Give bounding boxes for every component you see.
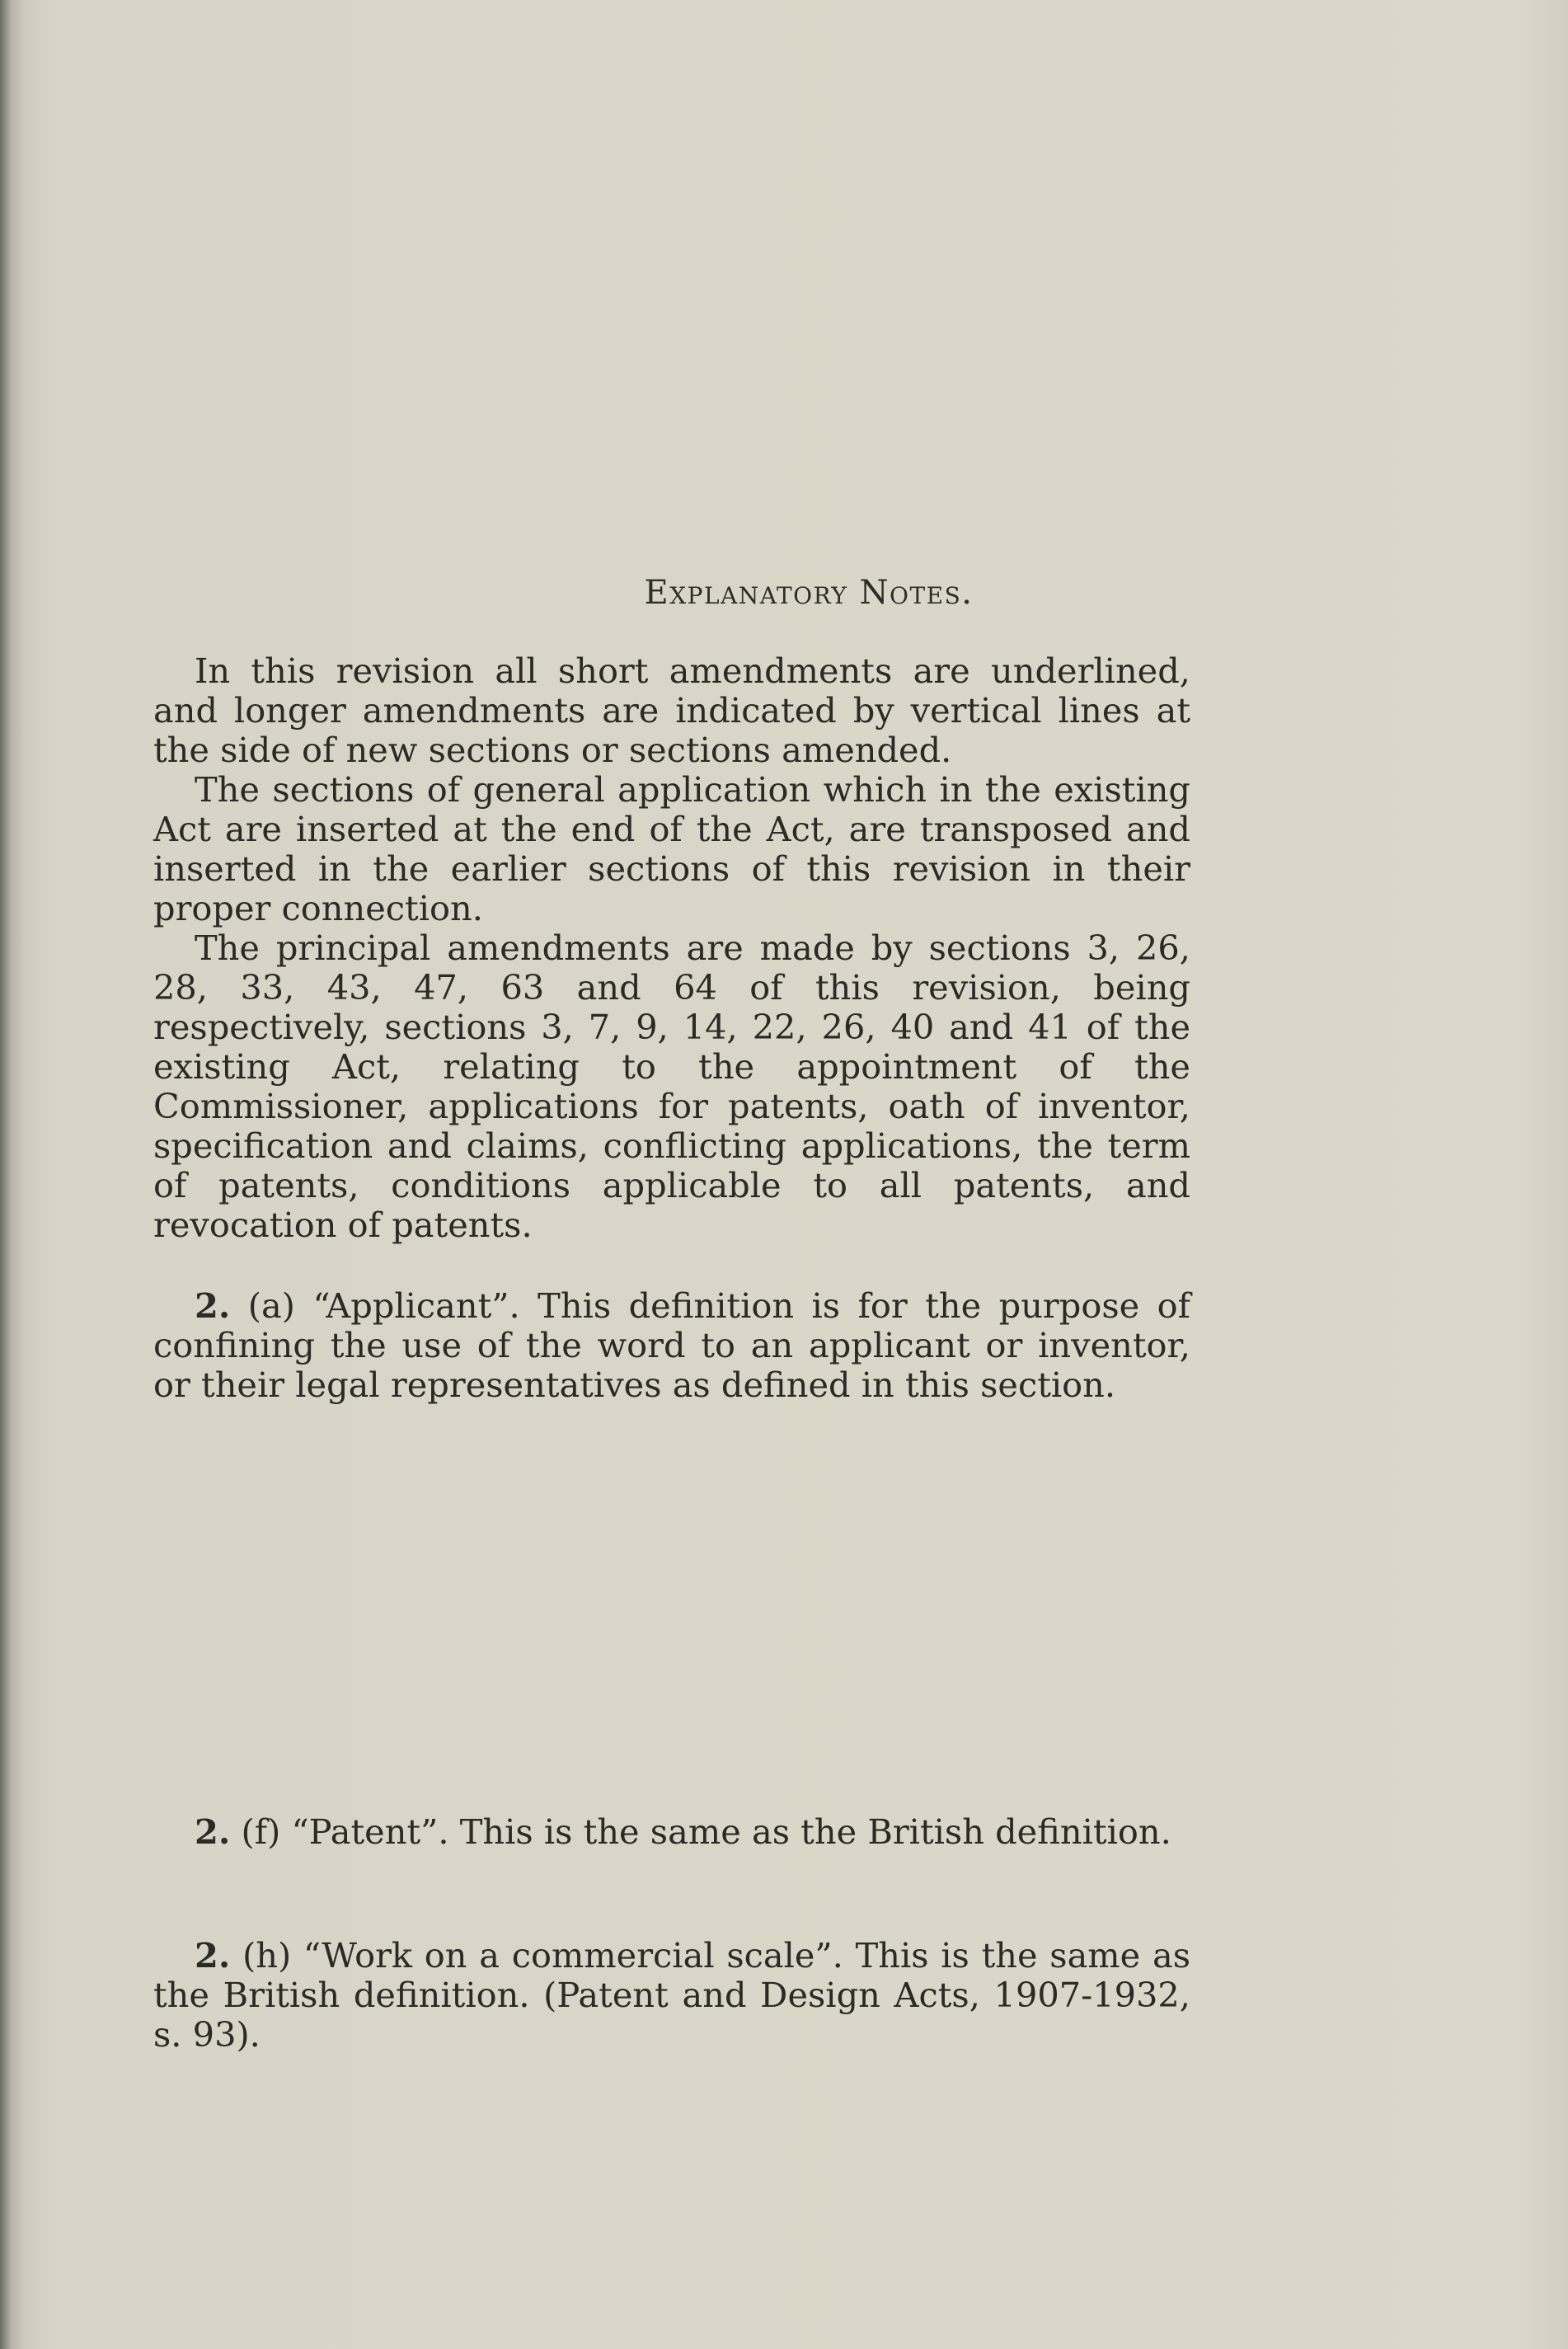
- definition-paragraph: [153, 1286, 1190, 1405]
- section-number: 2.: [195, 1811, 231, 1852]
- definition-commercial-scale: [153, 1936, 1190, 2055]
- definition-text: (h) “Work on a commercial scale”. This is the same as the British definition. (Patent and Design Acts, 1907-1932, s. 93).: [153, 1935, 1190, 2055]
- intro-section: [153, 651, 1190, 1245]
- definition-paragraph: [153, 1812, 1190, 1852]
- definition-text: (f) “Patent”. This is the same as the British definition.: [241, 1811, 1171, 1852]
- intro-paragraph-underlined: In this revision all short amendments are underlined, and longer amendments are indicated by vertical lines at the side of new sections or sections amended.: [153, 651, 1190, 770]
- definition-text: (a) “Applicant”. This definition is for the purpose of confining the use of the word to an applicant or inventor, or their legal representatives as defined in this section.: [153, 1285, 1190, 1405]
- intro-paragraph-transposed: The sections of general application which in the existing Act are inserted at the end of the Act, are transposed and inserted in the earlier sections of this revision in their proper connection.: [153, 769, 1190, 928]
- section-number: 2.: [195, 1285, 231, 1326]
- intro-paragraph-principal-amendments: The principal amendments are made by sections 3, 26, 28, 33, 43, 47, 63 and 64 of this revision, being respectively, sections 3, 7, 9, 14, 22, 26, 40 and 41 of the existing Act, relating to the appointment of the Commissioner, applications for patents, oath of inventor, specification and claims, conflicting applications, the term of patents, conditions applicable to all patents, and revocation of patents.: [153, 928, 1190, 1245]
- definition-applicant: [153, 1286, 1190, 1405]
- page-title: Explanatory Notes.: [644, 574, 974, 612]
- section-number: 2.: [195, 1935, 231, 1976]
- definition-paragraph: [153, 1936, 1190, 2055]
- definition-patent: [153, 1812, 1190, 1852]
